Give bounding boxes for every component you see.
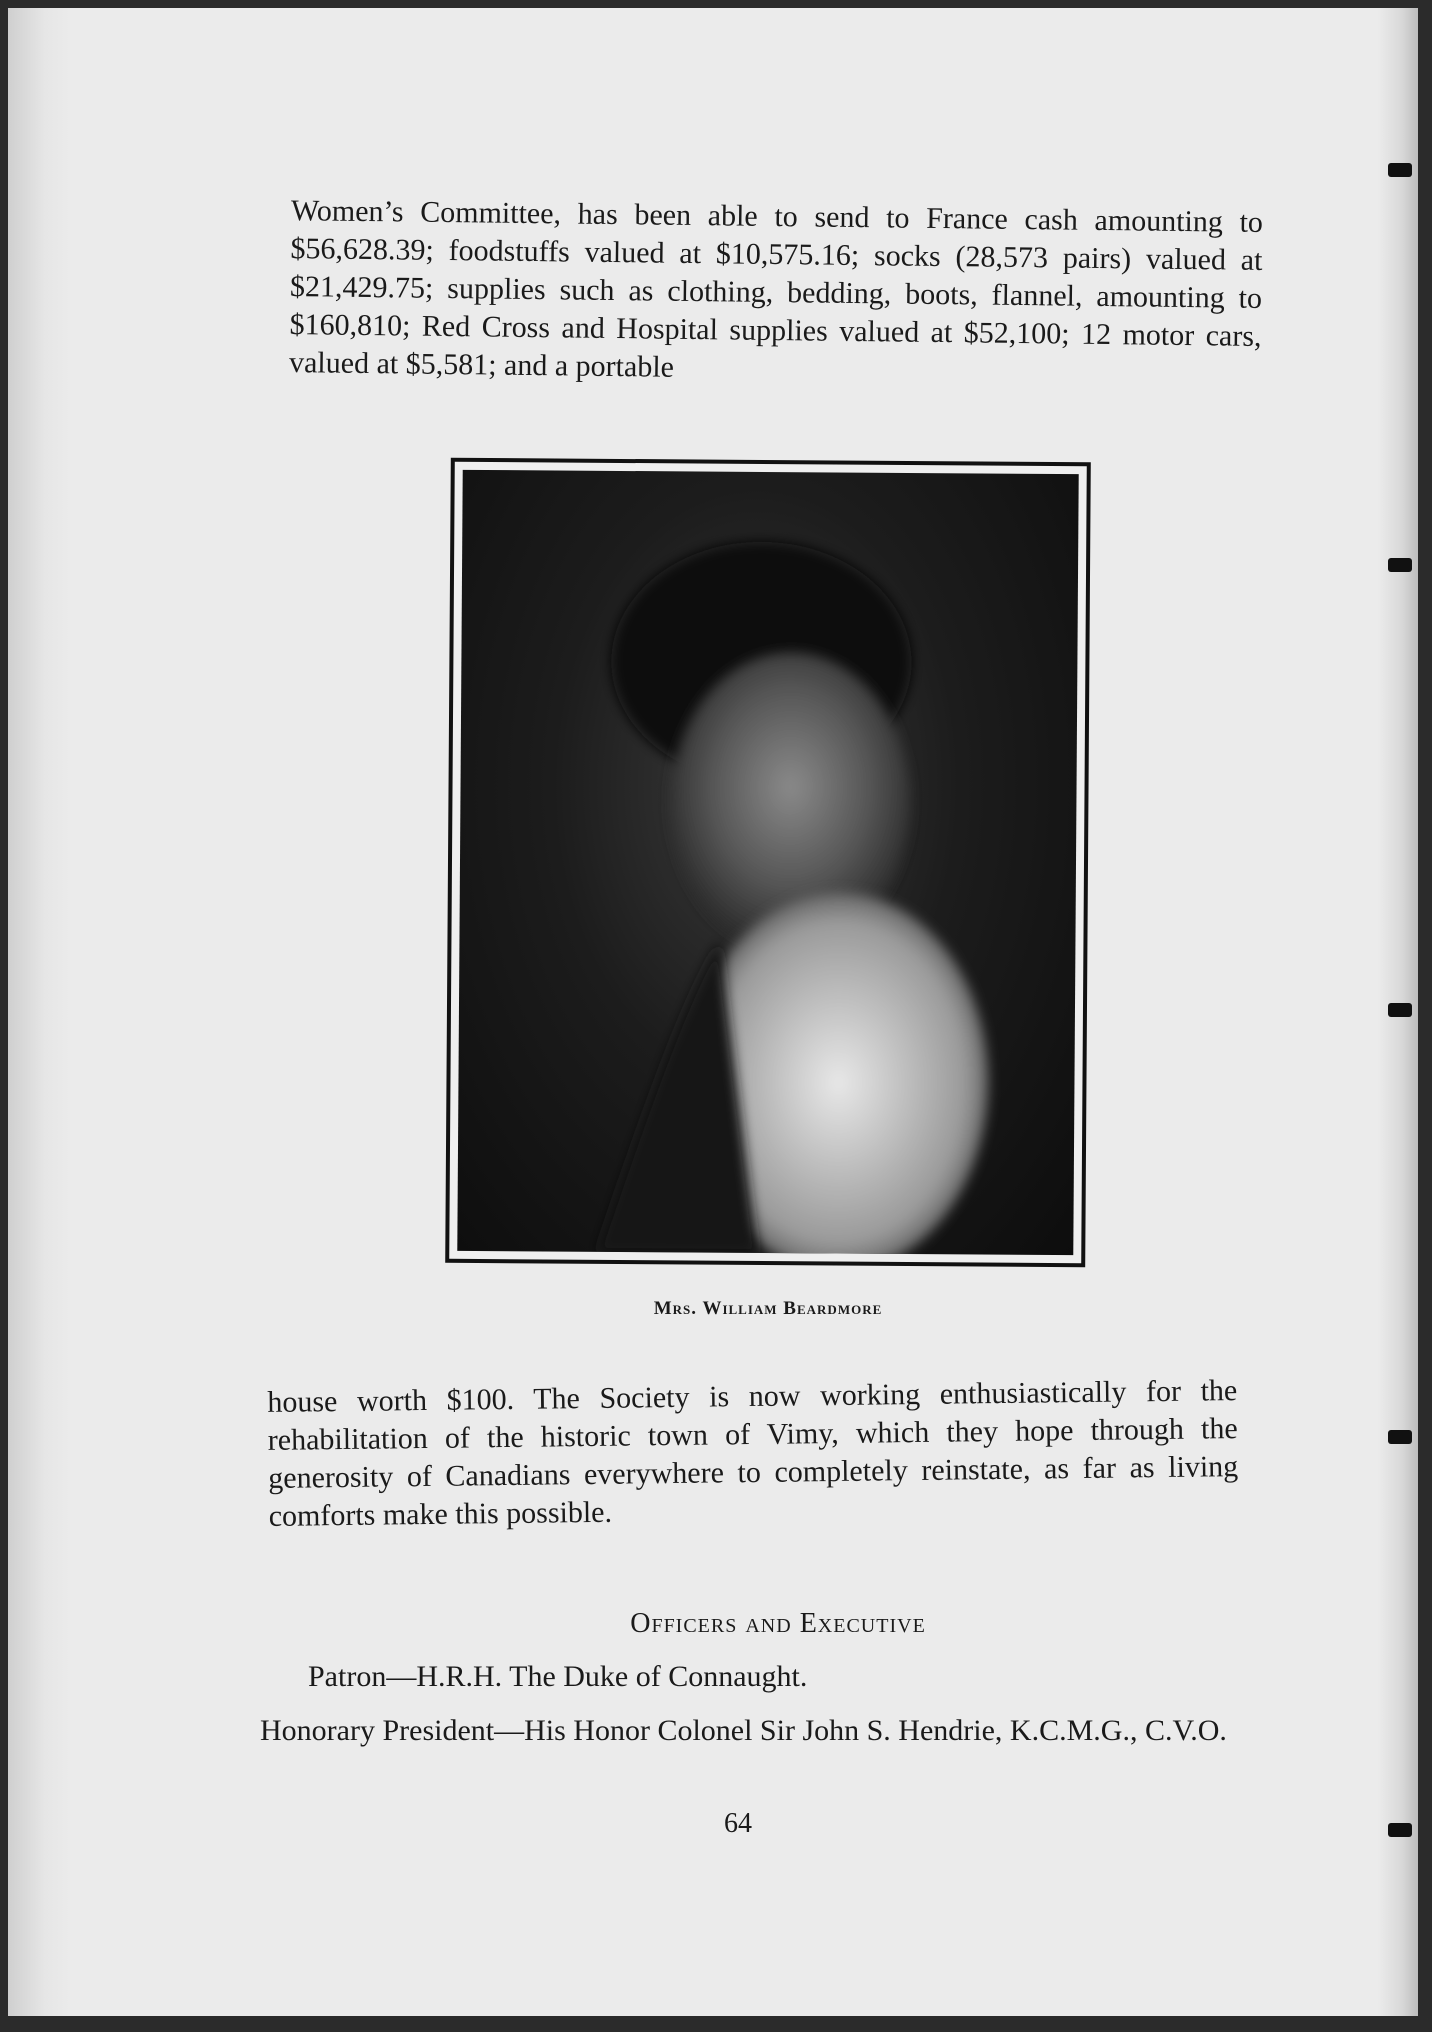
bottom-paragraph <box>267 1372 1239 1536</box>
page-number: 64 <box>724 1808 752 1839</box>
binding-stitch <box>1388 558 1412 572</box>
top-paragraph <box>289 192 1263 394</box>
right-binding <box>1378 8 1418 2016</box>
photo-caption: Mrs. William Beardmore <box>653 1298 883 1319</box>
binding-stitch <box>1388 1823 1412 1837</box>
spine-shadow <box>8 8 70 2016</box>
binding-stitch <box>1388 1003 1412 1017</box>
top-paragraph-text: Women’s Committee, has been able to send to France cash amounting to $56,628.39; foodstuffs valued at $10,575.16; socks (28,573 pairs) valued at $21,429.75; supplies such as clothing, bedding, boots, flannel, amounting to $160,810; Red Cross and Hospital supplies valued at $52,100; 12 motor cars, valued at $5,581; and a portable <box>288 194 1264 384</box>
officer-honorary-president: Honorary President—His Honor Colonel Sir John S. Hendrie, K.C.M.G., C.V.O. <box>260 1714 1227 1747</box>
portrait-figure <box>457 470 1078 1255</box>
book-page <box>8 8 1418 2016</box>
portrait-image <box>457 470 1078 1255</box>
binding-stitch <box>1388 1430 1412 1444</box>
binding-stitch <box>1388 163 1412 177</box>
officer-patron: Patron—H.R.H. The Duke of Connaught. <box>308 1660 808 1693</box>
portrait-photo <box>445 458 1091 1267</box>
bottom-paragraph-text: house worth $100. The Society is now working enthusiastically for the rehabilitation of the historic town of Vimy, which they hope through the generosity of Canadians everywhere to completely reinstate, as far as living comforts make this possible. <box>267 1374 1239 1533</box>
section-heading: Officers and Executive <box>630 1608 926 1639</box>
